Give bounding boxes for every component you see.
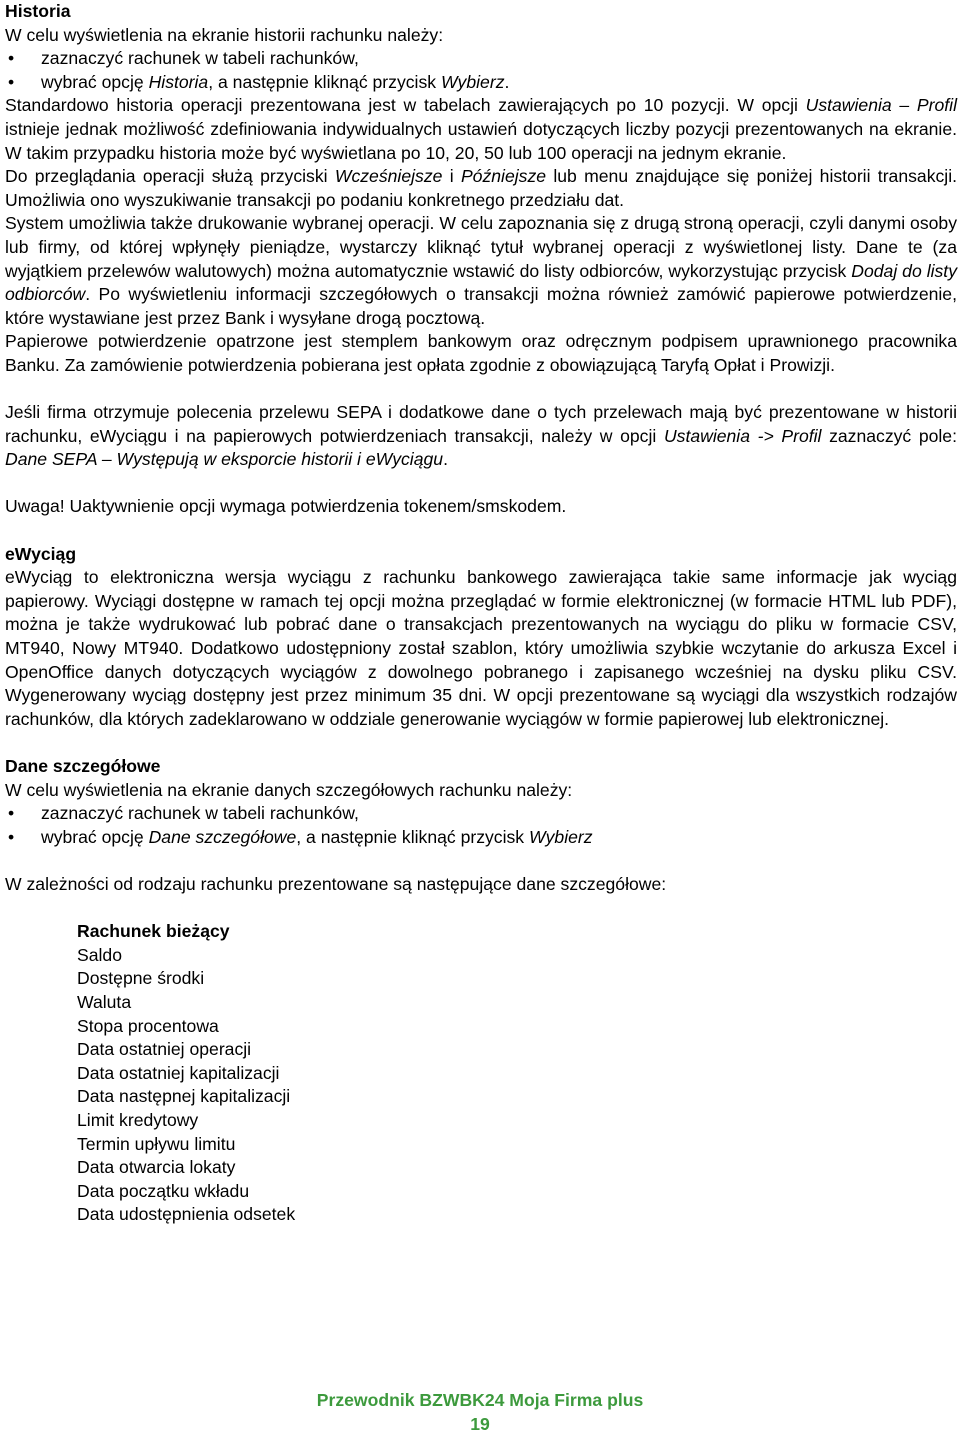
footer-title: Przewodnik BZWBK24 Moja Firma plus [316,1390,644,1410]
dane-bullet-list [5,802,957,849]
list-item: Data ostatniej operacji [77,1039,252,1060]
list-item: • zaznaczyć rachunek w tabeli rachunków, [5,802,957,826]
historia-bullet-list [5,47,957,94]
historia-intro: W celu wyświetlenia na ekranie historii rachunku należy: [5,24,444,45]
list-item: Saldo [77,944,122,965]
list-item: Waluta [77,991,132,1012]
list-item: Data otwarcia lokaty [77,1157,236,1178]
historia-note: Uwaga! Uaktywnienie opcji wymaga potwierdzenia tokenem/smskodem. [5,496,567,517]
list-item: Data początku wkładu [77,1180,250,1201]
historia-paragraph-1: Standardowo historia operacji prezentowana jest w tabelach zawierających po 10 pozycji. W opcji Ustawienia – Profil istnieje jednak możliwość zdefiniowania indywidualnych ustawień dotyczących liczby pozycji prezentowanych na ekranie. W takim przypadku historia może być wyświetlana po 10, 20, 50 lub 100 operacji na jednym ekranie. [5,95,957,163]
details-list-title: Rachunek bieżący [77,921,230,942]
page-number: 19 [470,1413,490,1434]
list-item: Data udostępnienia odsetek [77,1204,296,1225]
list-item: Termin upływu limitu [77,1133,236,1154]
list-item: • zaznaczyć rachunek w tabeli rachunków, [5,47,957,71]
ewyciag-paragraph: eWyciąg to elektroniczna wersja wyciągu z rachunku bankowego zawierająca takie same informacje jak wyciąg papierowy. Wyciągi dostępne w ramach tej opcji można przeglądać w formie elektronicznej (w formacie HTML lub PDF), można je także wydrukować lub pobrać dane o transakcjach prezentowanych na wyciągu do pliku w formacie CSV, MT940, Nowy MT940. Dodatkowo udostępniony został szablon, który umożliwia szybkie wczytanie do arkusza Excel i OpenOffice danych dotyczących wyciągów z dowolnego pobranego i zapisanego wcześniej na dysku pliku CSV. Wygenerowany wyciąg dostępny jest przez minimum 35 dni. W opcji prezentowane są wyciągi dla wszystkich rodzajów rachunków, dla których zadeklarowano w oddziale generowanie wyciągów w formie papierowej lub elektronicznej. [5,567,957,729]
list-item: Data ostatniej kapitalizacji [77,1062,280,1083]
list-item: Stopa procentowa [77,1015,219,1036]
historia-paragraph-4: Papierowe potwierdzenie opatrzone jest stemplem bankowym oraz odręcznym podpisem uprawnionego pracownika Banku. Za zamówienie potwierdzenia pobierana jest opłata zgodnie z obowiązującą Taryfą Opłat i Prowizji. [5,331,957,375]
list-item: • wybrać opcję Historia, a następnie kliknąć przycisk Wybierz. [5,71,957,95]
dane-paragraph: W zależności od rodzaju rachunku prezentowane są następujące dane szczegółowe: [5,873,667,894]
dane-intro: W celu wyświetlenia na ekranie danych szczegółowych rachunku należy: [5,779,573,800]
historia-paragraph-5: Jeśli firma otrzymuje polecenia przelewu SEPA i dodatkowe dane o tych przelewach mają być prezentowane w historii rachunku, eWyciągu i na papierowych potwierdzeniach transakcji, należy w opcji Ustawienia -> Profil zaznaczyć pole: Dane SEPA – Występują w eksporcie historii i eWyciągu. [5,402,957,470]
page-footer [0,1389,960,1436]
list-item: Dostępne środki [77,968,205,989]
section-title-historia: Historia [5,1,71,21]
list-item: Data następnej kapitalizacji [77,1086,291,1107]
list-item: Limit kredytowy [77,1109,199,1130]
section-title-dane: Dane szczegółowe [5,756,161,776]
details-list [77,920,957,1227]
list-item: • wybrać opcję Dane szczegółowe, a następnie kliknąć przycisk Wybierz [5,826,957,850]
section-title-ewyciag: eWyciąg [5,543,77,564]
historia-paragraph-2: Do przeglądania operacji służą przyciski Wcześniejsze i Późniejsze lub menu znajdujące się poniżej historii transakcji. Umożliwia ono wyszukiwanie transakcji po podaniu konkretnego przedziału dat. [5,166,957,210]
historia-paragraph-3: System umożliwia także drukowanie wybranej operacji. W celu zapoznania się z drugą stroną operacji, czyli danymi osoby lub firmy, od której wpłynęły pieniądze, wystarczy kliknąć tytuł wybranej operacji z wyświetlonej listy. Dane te (za wyjątkiem przelewów walutowych) można automatycznie wstawić do listy odbiorców, wykorzystując przycisk Dodaj do listy odbiorców. Po wyświetleniu informacji szczegółowych o transakcji można również zamówić papierowe potwierdzenie, które wystawiane jest przez Bank i wysyłane drogą pocztową. [5,213,957,328]
document-page [5,0,957,1227]
